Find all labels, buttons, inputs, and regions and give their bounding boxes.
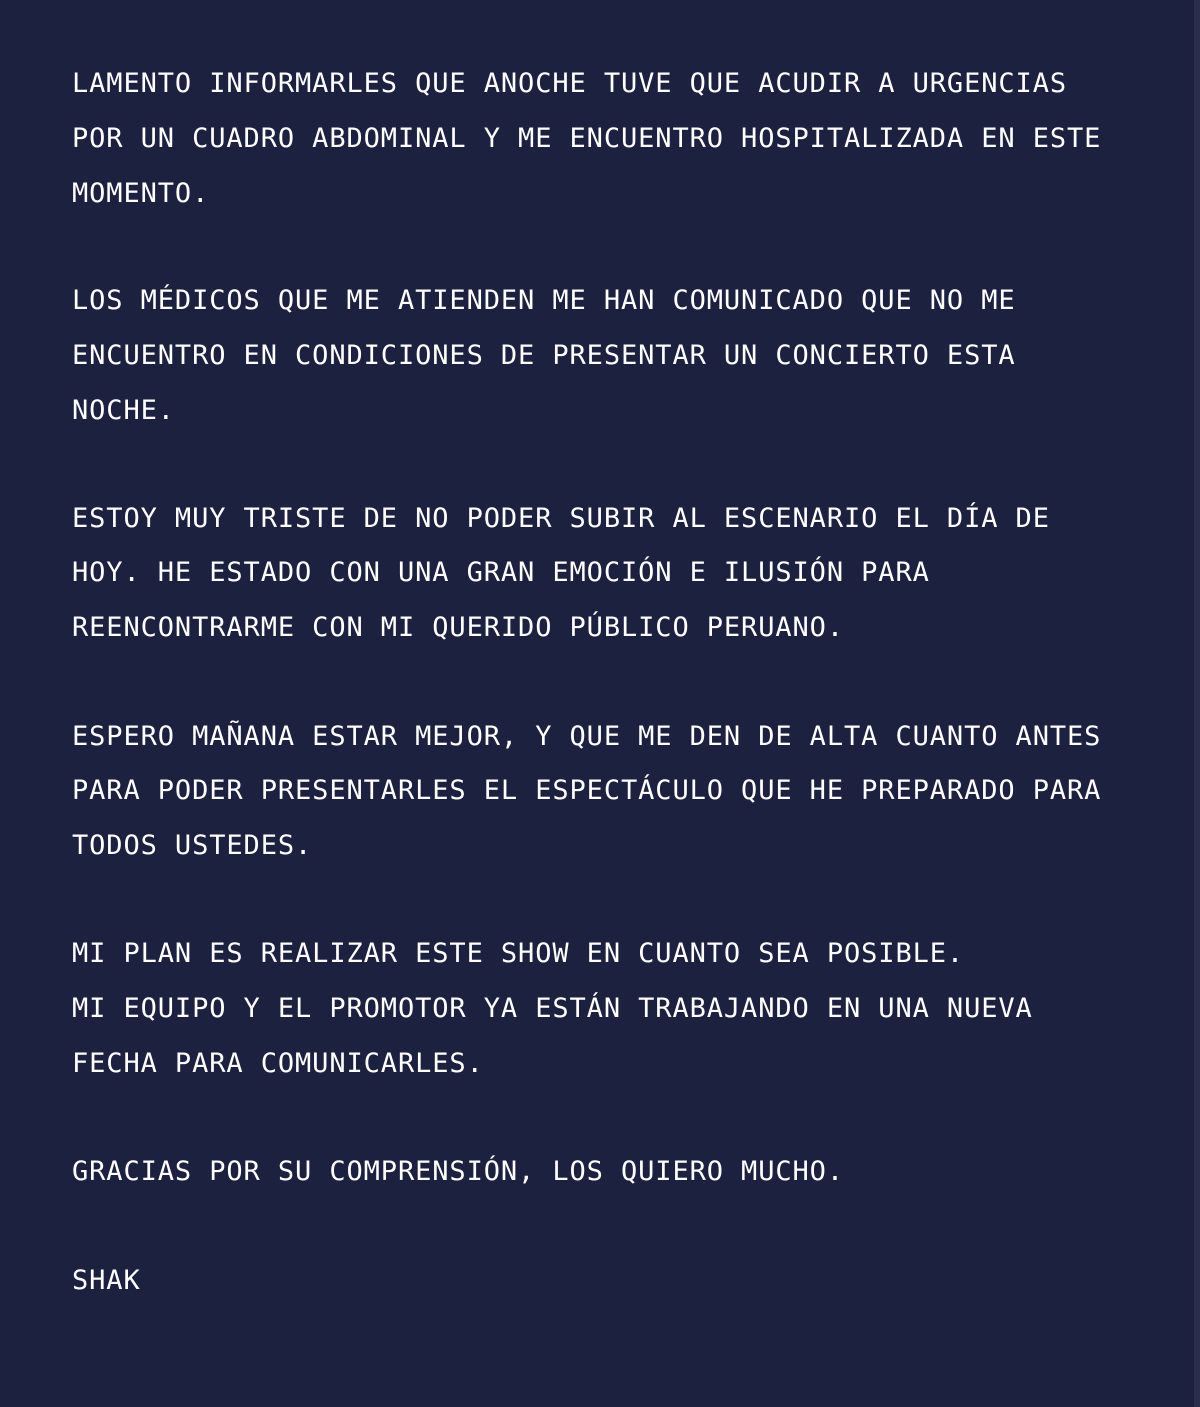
paragraph-4-line-1: ESPERO MAÑANA ESTAR MEJOR, Y QUE ME DEN DE ALTA CUANTO ANTES: [72, 721, 1102, 752]
paragraph-2-line-2: ENCUENTRO EN CONDICIONES DE PRESENTAR UN CONCIERTO ESTA: [72, 340, 1016, 371]
paragraph-2-line-3: NOCHE.: [72, 395, 175, 426]
paragraph-1-line-3: MOMENTO.: [72, 178, 210, 209]
paragraph-2-line-1: LOS MÉDICOS QUE ME ATIENDEN ME HAN COMUNICADO QUE NO ME: [72, 285, 1016, 316]
paragraph-3-line-3: REENCONTRARME CON MI QUERIDO PÚBLICO PERUANO.: [72, 612, 844, 643]
paragraph-3-line-1: ESTOY MUY TRISTE DE NO PODER SUBIR AL ESCENARIO EL DÍA DE: [72, 503, 1050, 534]
paragraph-5-line-2: MI EQUIPO Y EL PROMOTOR YA ESTÁN TRABAJANDO EN UNA NUEVA: [72, 993, 1033, 1024]
paragraph-1-line-2: POR UN CUADRO ABDOMINAL Y ME ENCUENTRO HOSPITALIZADA EN ESTE: [72, 123, 1102, 154]
paragraph-4-line-3: TODOS USTEDES.: [72, 830, 313, 861]
paragraph-5-line-3: FECHA PARA COMUNICARLES.: [72, 1048, 484, 1079]
paragraph-4-line-2: PARA PODER PRESENTARLES EL ESPECTÁCULO QUE HE PREPARADO PARA: [72, 775, 1102, 806]
paragraph-5-line-1: MI PLAN ES REALIZAR ESTE SHOW EN CUANTO SEA POSIBLE.: [72, 938, 965, 969]
paragraph-1-line-1: LAMENTO INFORMARLES QUE ANOCHE TUVE QUE ACUDIR A URGENCIAS: [72, 68, 1068, 99]
paragraph-6-line-1: GRACIAS POR SU COMPRENSIÓN, LOS QUIERO MUCHO.: [72, 1156, 844, 1187]
paragraph-3-line-2: HOY. HE ESTADO CON UNA GRAN EMOCIÓN E ILUSIÓN PARA: [72, 557, 930, 588]
signature: SHAK: [72, 1265, 141, 1296]
